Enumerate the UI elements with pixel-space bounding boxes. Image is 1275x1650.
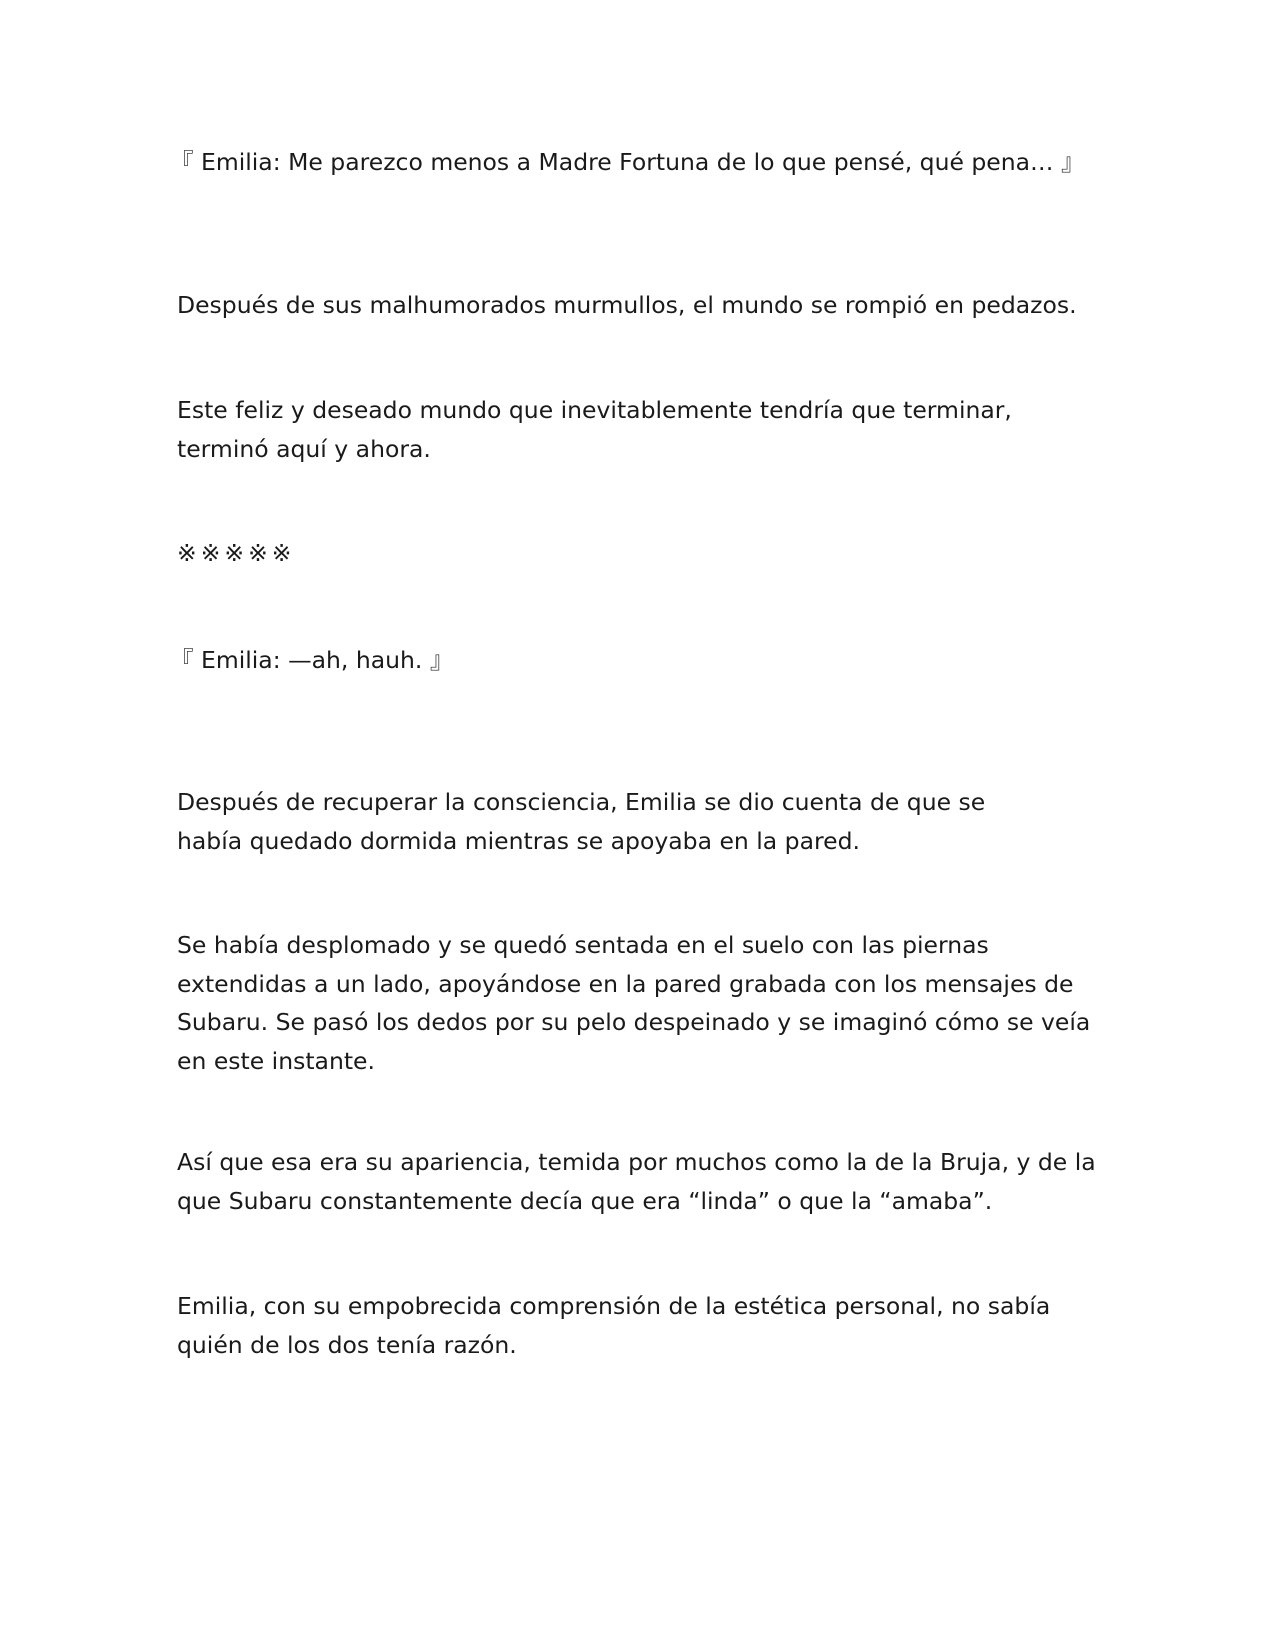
narration-paragraph-3: Después de recuperar la consciencia, Emilia se dio cuenta de que se había quedado dormida mientras se apoyaba en la pared. bbox=[177, 788, 986, 855]
narration-paragraph-2: Este feliz y deseado mundo que inevitablemente tendría que terminar, terminó aquí y ahora. bbox=[177, 396, 1012, 463]
dialogue-line-1: 『 Emilia: Me parezco menos a Madre Fortuna de lo que pensé, qué pena… 』 bbox=[170, 148, 1085, 176]
narration-paragraph-6: Emilia, con su empobrecida comprensión de la estética personal, no sabía quién de los dos tenía razón. bbox=[177, 1292, 1051, 1359]
scene-separator: ※※※※※ bbox=[177, 539, 296, 567]
narration-paragraph-4: Se había desplomado y se quedó sentada en el suelo con las piernas extendidas a un lado, apoyándose en la pared grabada con los mensajes de Subaru. Se pasó los dedos por su pelo despeinado y se imaginó cómo se veía en este instante. bbox=[177, 931, 1091, 1075]
narration-paragraph-1: Después de sus malhumorados murmullos, el mundo se rompió en pedazos. bbox=[177, 291, 1077, 319]
narration-paragraph-5: Así que esa era su apariencia, temida por muchos como la de la Bruja, y de la que Subaru constantemente decía que era “linda” o que la “amaba”. bbox=[177, 1148, 1096, 1215]
dialogue-line-2: 『 Emilia: —ah, hauh. 』 bbox=[170, 646, 454, 674]
